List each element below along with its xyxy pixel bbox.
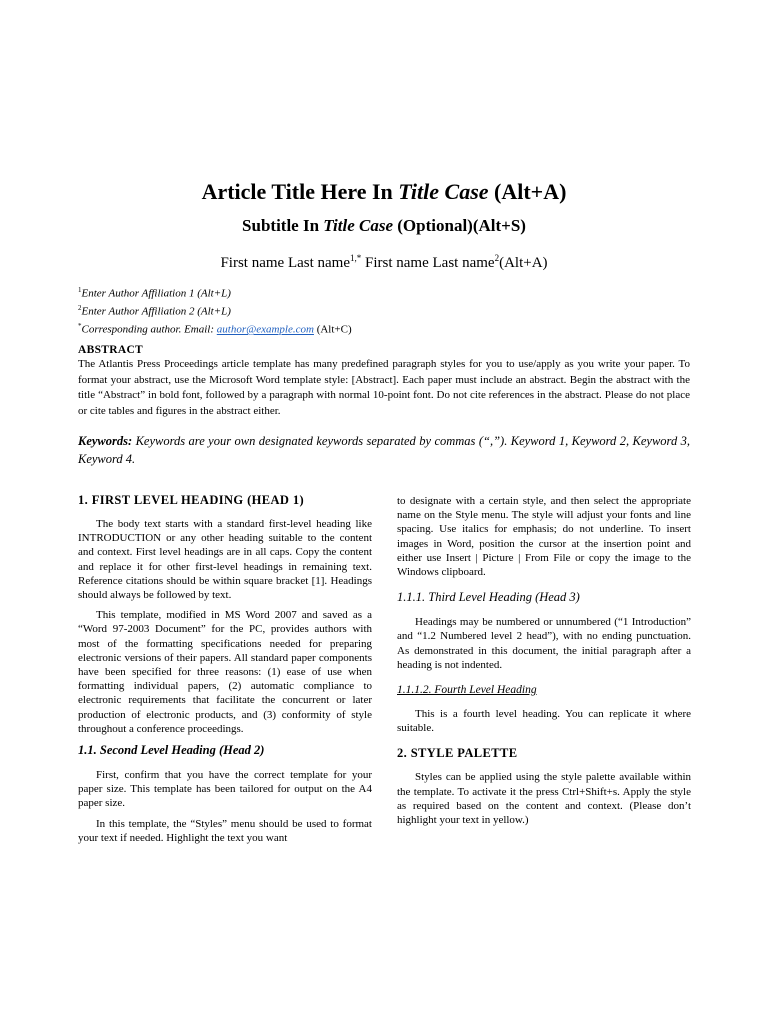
paragraph: Styles can be applied using the style palette available within the template. To activate it the press Ctrl+Shift+s. Apply the style as required based on the content and context. (Please don’t highlight your text in yellow.) [397, 771, 691, 827]
heading-level-2: 1.1. Second Level Heading (Head 2) [78, 743, 265, 758]
corresponding-label: Corresponding author. Email: [81, 323, 217, 336]
subtitle-main: Subtitle In [242, 216, 324, 235]
authors-tail: (Alt+A) [499, 255, 548, 271]
paragraph: Headings may be numbered or unnumbered (“1 Introduction” and “1.2 Numbered level 2 head”), with no ending punctuation. As demonstrated in this document, the initial paragraph after a heading is not indented. [397, 616, 691, 671]
affiliation-2 [78, 301, 698, 319]
left-column [78, 492, 372, 845]
corresponding-author [78, 319, 698, 337]
affiliation-1 [78, 283, 698, 301]
keywords-text: Keywords are your own designated keywords separated by commas (“,”). Keyword 1, Keyword 2, Keyword 3, Keyword 4. [78, 434, 690, 466]
paragraph: This template, modified in MS Word 2007 and saved as a “Word 97-2003 Document” for the PC, provides authors with most of the formatting specifications needed for preparing electronic versions of their papers. All standard paper components have been specified for three reasons: (1) ease of use when formatting individual papers, (2) automatic compliance to electronic requirements that facilitate the concurrent or later production of electronic products, and (3) conformity of style throughout a conference proceedings. [78, 609, 372, 735]
keywords [78, 433, 690, 468]
keywords-label: Keywords: [78, 434, 133, 448]
author-2-sup: 2 [494, 253, 500, 263]
title-italic: Title Case [398, 179, 489, 204]
paragraph: In this template, the “Styles” menu should be used to format your text if needed. Highlight the text you want [78, 817, 372, 844]
article-subtitle [0, 214, 768, 238]
heading-level-1: 2. STYLE PALETTE [397, 746, 518, 761]
paragraph: to designate with a certain style, and then select the appropriate name on the Style menu. The style will adjust your fonts and line spacing. Use italics for emphasis; do not underline. To insert images in Word, position the cursor at the insertion point and either use Insert | Picture | From File or copy the image to the Windows clipboard. [397, 495, 691, 579]
affiliation-1-sup: 1 [78, 286, 82, 294]
heading-level-3: 1.1.1. Third Level Heading (Head 3) [397, 590, 580, 605]
affiliation-2-sup: 2 [78, 304, 82, 313]
abstract-heading: ABSTRACT [78, 344, 144, 356]
author-1-sup: 1,* [350, 253, 362, 263]
abstract-body: The Atlantis Press Proceedings article template has many predefined paragraph styles for you to use/apply as you write your paper. To format your abstract, use the Microsoft Word template style: [Abstract]. Each paper must include an abstract. Begin the abstract with the title “Abstract” in bold font, followed by a paragraph with normal 10-point font. Do not cite references in the abstract. Please do not place or cite tables and figures in the abstract either. [78, 358, 690, 417]
subtitle-tail: (Optional)(Alt+S) [393, 216, 526, 235]
subtitle-italic: Title Case [323, 216, 394, 235]
right-column [397, 494, 691, 827]
affiliation-1-text: Enter Author Affiliation 1 (Alt+L) [81, 287, 231, 300]
affiliations [78, 283, 698, 337]
title-tail: (Alt+A) [488, 179, 567, 204]
corresponding-sup: * [78, 322, 82, 331]
title-main: Article Title Here In [201, 179, 399, 204]
email-link[interactable]: author@example.com [216, 323, 314, 336]
paragraph: The body text starts with a standard first-level heading like INTRODUCTION or any other heading suitable to the content and context. First level headings are in all caps. Copy the content and replace it for other first-level headings in remaining text. Reference citations should be within square bracket [1]. Headings should always be followed by text. [78, 518, 372, 602]
abstract-section [78, 343, 690, 419]
affiliation-2-text: Enter Author Affiliation 2 (Alt+L) [81, 305, 231, 318]
corresponding-tail: (Alt+C) [313, 323, 352, 336]
article-title [0, 177, 768, 207]
author-1: First name Last name [220, 255, 351, 271]
paragraph: First, confirm that you have the correct template for your paper size. This template has been tailored for output on the A4 paper size. [78, 769, 372, 810]
paragraph: This is a fourth level heading. You can replicate it where suitable. [397, 708, 691, 735]
heading-level-1: 1. FIRST LEVEL HEADING (HEAD 1) [78, 493, 305, 507]
author-2: First name Last name [361, 255, 495, 271]
author-line [0, 247, 768, 274]
heading-level-4: 1.1.1.2. Fourth Level Heading [397, 684, 537, 697]
